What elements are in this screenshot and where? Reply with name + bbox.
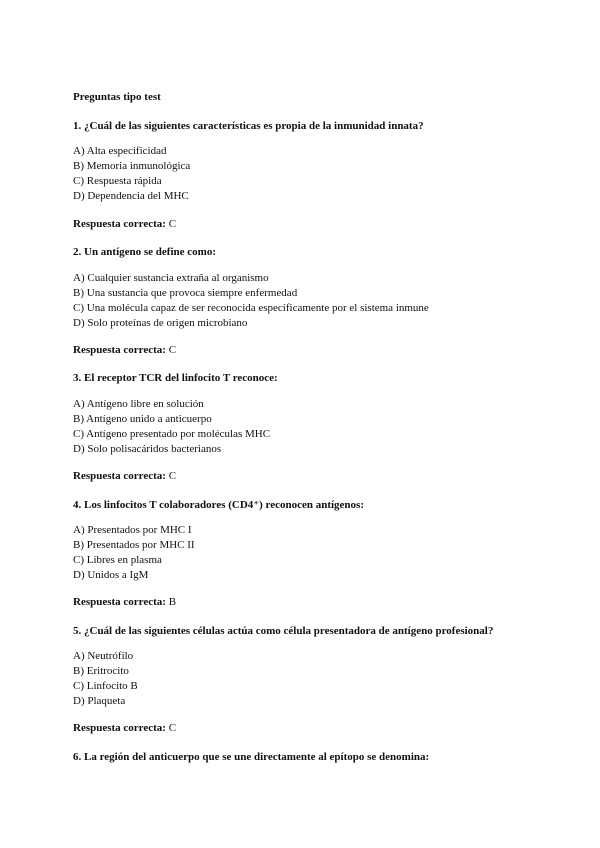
question-3-answer (73, 470, 176, 483)
question-1-option-d: D) Dependencia del MHC (73, 190, 189, 202)
answer-value: C (168, 344, 177, 356)
question-2-option-a: A) Cualquier sustancia extraña al organismo (73, 272, 269, 284)
question-3-option-d: D) Solo polisacáridos bacterianos (73, 443, 222, 455)
question-3-option-a: A) Antígeno libre en solución (73, 398, 204, 410)
question-5-option-d: D) Plaqueta (73, 695, 126, 707)
question-5-answer (73, 722, 176, 735)
question-4-answer (73, 596, 176, 609)
question-4-option-b: B) Presentados por MHC II (73, 539, 195, 551)
question-5-option-a: A) Neutrófilo (73, 650, 134, 662)
question-4-option-a: A) Presentados por MHC I (73, 524, 192, 536)
question-1-option-c: C) Respuesta rápida (73, 175, 162, 187)
question-5-option-b: B) Eritrocito (73, 665, 129, 677)
question-1-text: 1. ¿Cuál de las siguientes características es propia de la inmunidad innata? (73, 120, 424, 132)
answer-label: Respuesta correcta: (73, 470, 166, 482)
question-4-text: 4. Los linfocitos T colaboradores (CD4⁺) reconocen antígenos: (73, 499, 364, 511)
answer-value: C (168, 218, 177, 230)
question-4-option-c: C) Libres en plasma (73, 554, 162, 566)
answer-value: C (168, 470, 177, 482)
question-2-option-c: C) Una molécula capaz de ser reconocida específicamente por el sistema inmune (73, 302, 429, 314)
question-1-option-a: A) Alta especificidad (73, 145, 167, 157)
question-4-option-d: D) Unidos a IgM (73, 569, 149, 581)
question-2-text: 2. Un antígeno se define como: (73, 246, 216, 258)
question-5-text: 5. ¿Cuál de las siguientes células actúa como célula presentadora de antígeno profesional? (73, 625, 494, 637)
question-6-text: 6. La región del anticuerpo que se une directamente al epítopo se denomina: (73, 751, 430, 763)
question-2-option-d: D) Solo proteínas de origen microbiano (73, 317, 248, 329)
answer-label: Respuesta correcta: (73, 218, 166, 230)
answer-label: Respuesta correcta: (73, 344, 166, 356)
answer-value: C (168, 722, 177, 734)
question-5-option-c: C) Linfocito B (73, 680, 138, 692)
question-2-answer (73, 344, 176, 357)
question-2-option-b: B) Una sustancia que provoca siempre enfermedad (73, 287, 298, 299)
question-1-option-b: B) Memoria inmunológica (73, 160, 191, 172)
answer-label: Respuesta correcta: (73, 596, 166, 608)
question-3-option-c: C) Antígeno presentado por moléculas MHC (73, 428, 271, 440)
question-3-option-b: B) Antígeno unido a anticuerpo (73, 413, 212, 425)
page-title: Preguntas tipo test (73, 91, 161, 103)
question-1-answer (73, 218, 176, 231)
question-3-text: 3. El receptor TCR del linfocito T reconoce: (73, 372, 278, 384)
answer-value: B (168, 596, 177, 608)
answer-label: Respuesta correcta: (73, 722, 166, 734)
